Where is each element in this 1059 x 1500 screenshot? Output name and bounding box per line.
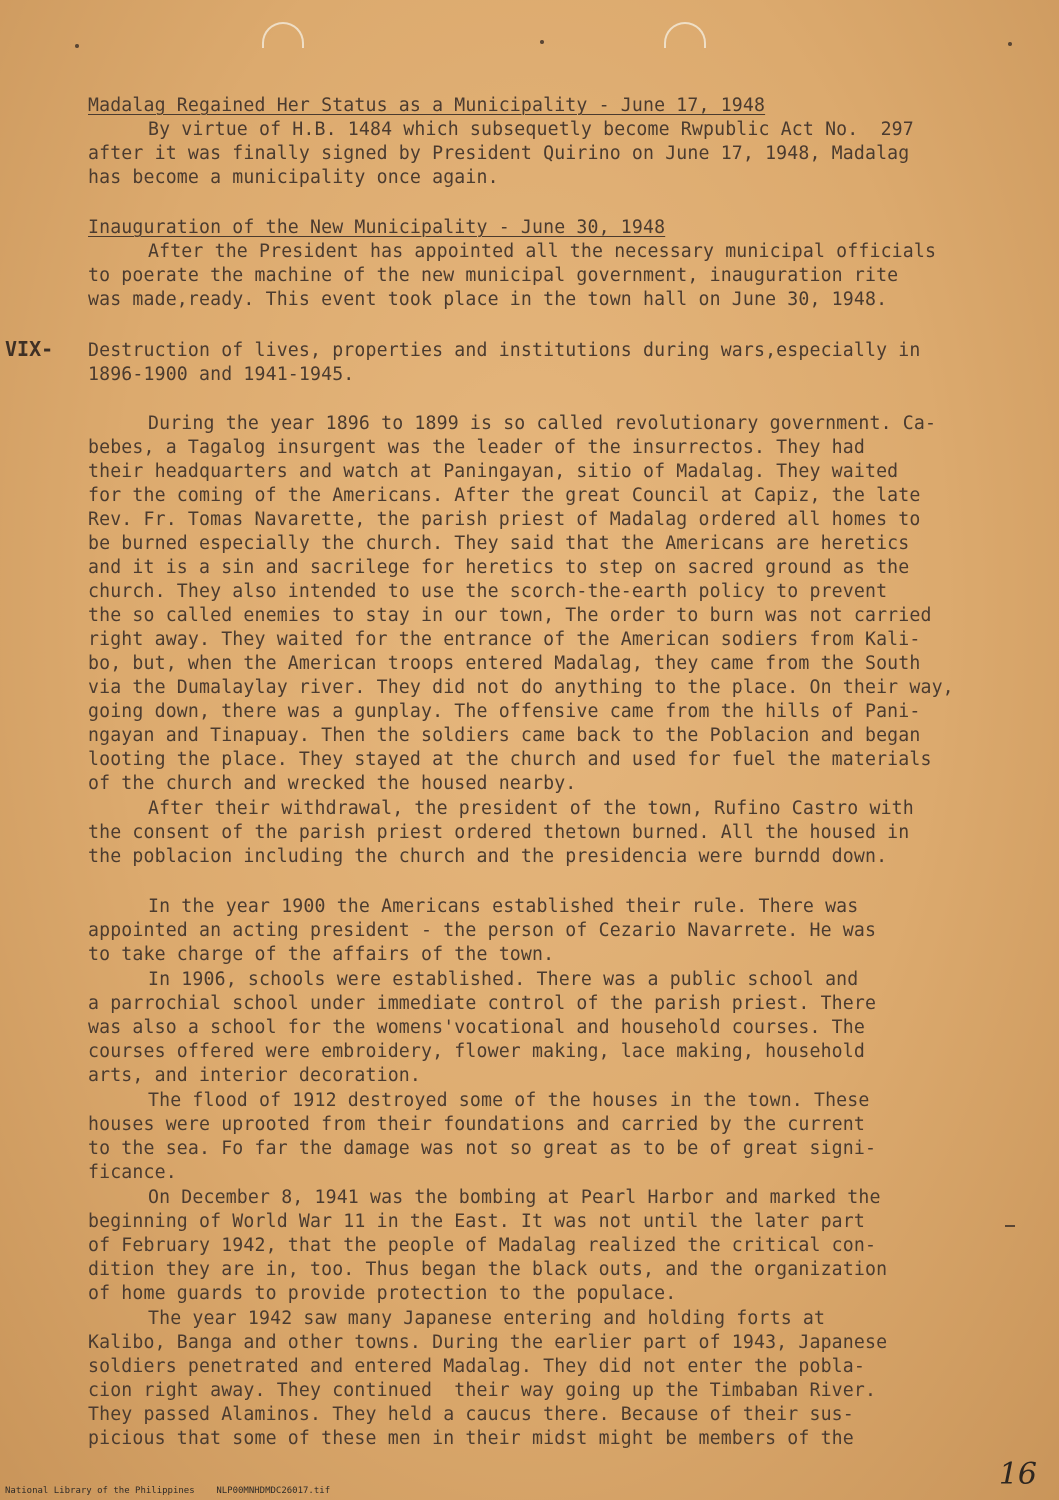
text-line: ngayan and Tinapuay. Then the soldiers came back to the Poblacion and began: [88, 725, 921, 746]
text-line: the consent of the parish priest ordered thetown burned. All the housed in: [88, 822, 910, 843]
speck: [75, 44, 79, 48]
text-line: Rev. Fr. Tomas Navarette, the parish priest of Madalag ordered all homes to: [88, 509, 921, 530]
text-line: going down, there was a gunplay. The offensive came from the hills of Pani-: [88, 701, 921, 722]
punch-hole-left: [262, 22, 304, 48]
text-line: be burned especially the church. They said that the Americans are heretics: [88, 533, 910, 554]
text-line: The flood of 1912 destroyed some of the houses in the town. These: [148, 1090, 870, 1111]
text-line: 1896-1900 and 1941-1945.: [88, 364, 355, 385]
text-line: After their withdrawal, the president of the town, Rufino Castro with: [148, 798, 914, 819]
text-line: They passed Alaminos. They held a caucus there. Because of their sus-: [88, 1404, 854, 1425]
text-line: In 1906, schools were established. There was a public school and: [148, 969, 859, 990]
text-line: to take charge of the affairs of the town.: [88, 944, 555, 965]
text-line: Kalibo, Banga and other towns. During the earlier part of 1943, Japanese: [88, 1332, 888, 1353]
text-line: After the President has appointed all the necessary municipal officials: [148, 241, 937, 262]
text-line: houses were uprooted from their foundations and carried by the current: [88, 1114, 865, 1135]
text-line: By virtue of H.B. 1484 which subsequetly become Rwpublic Act No. 297: [148, 119, 914, 140]
text-line: via the Dumalaylay river. They did not do anything to the place. On their way,: [88, 677, 954, 698]
text-line: has become a municipality once again.: [88, 167, 499, 188]
text-line: the so called enemies to stay in our town, The order to burn was not carried: [88, 605, 932, 626]
text-line: a parrochial school under immediate control of the parish priest. There: [88, 993, 877, 1014]
text-line: after it was finally signed by President Quirino on June 17, 1948, Madalag: [88, 143, 910, 164]
text-line: their headquarters and watch at Paningayan, sitio of Madalag. They waited: [88, 461, 899, 482]
speck: [1008, 42, 1012, 46]
text-line: The year 1942 saw many Japanese entering and holding forts at: [148, 1308, 826, 1329]
section-heading: Madalag Regained Her Status as a Municipality - June 17, 1948: [88, 95, 766, 116]
text-line: picious that some of these men in their midst might be members of the: [88, 1428, 854, 1449]
text-line: appointed an acting president - the person of Cezario Navarrete. He was: [88, 920, 877, 941]
text-line: courses offered were embroidery, flower making, lace making, household: [88, 1041, 865, 1062]
text-line: beginning of World War 11 in the East. It was not until the later part: [88, 1211, 865, 1232]
text-line: soldiers penetrated and entered Madalag. They did not enter the pobla-: [88, 1356, 865, 1377]
margin-dash: [1005, 1225, 1015, 1227]
text-line: to the sea. Fo far the damage was not so great as to be of great signi-: [88, 1138, 877, 1159]
speck: [540, 40, 544, 44]
text-line: church. They also intended to use the scorch-the-earth policy to prevent: [88, 581, 888, 602]
text-line: bebes, a Tagalog insurgent was the leader of the insurrectos. They had: [88, 437, 865, 458]
text-line: of February 1942, that the people of Madalag realized the critical con-: [88, 1235, 877, 1256]
punch-hole-right: [664, 22, 706, 48]
text-line: was made,ready. This event took place in the town hall on June 30, 1948.: [88, 289, 888, 310]
section-number: VIX-: [5, 337, 54, 361]
text-line: arts, and interior decoration.: [88, 1065, 421, 1086]
text-line: cion right away. They continued their way going up the Timbaban River.: [88, 1380, 877, 1401]
text-line: and it is a sin and sacrilege for heretics to step on sacred ground as the: [88, 557, 910, 578]
text-line: the poblacion including the church and the presidencia were burndd down.: [88, 846, 888, 867]
text-line: right away. They waited for the entrance of the American sodiers from Kali-: [88, 629, 921, 650]
text-line: to poerate the machine of the new municipal government, inauguration rite: [88, 265, 899, 286]
page-number: 16: [998, 1457, 1037, 1492]
text-line: for the coming of the Americans. After the great Council at Capiz, the late: [88, 485, 921, 506]
text-line: was also a school for the womens'vocational and household courses. The: [88, 1017, 865, 1038]
text-line: On December 8, 1941 was the bombing at Pearl Harbor and marked the: [148, 1187, 881, 1208]
text-line: of the church and wrecked the housed nearby.: [88, 773, 577, 794]
text-line: of home guards to provide protection to the populace.: [88, 1283, 677, 1304]
section-heading: Inauguration of the New Municipality - June 30, 1948: [88, 217, 666, 238]
text-line: dition they are in, too. Thus began the black outs, and the organization: [88, 1259, 888, 1280]
text-line: During the year 1896 to 1899 is so called revolutionary government. Ca-: [148, 413, 937, 434]
text-line: Destruction of lives, properties and institutions during wars,especially in: [88, 340, 921, 361]
text-line: bo, but, when the American troops entered Madalag, they came from the South: [88, 653, 921, 674]
text-line: looting the place. They stayed at the church and used for fuel the materials: [88, 749, 932, 770]
text-line: ficance.: [88, 1162, 177, 1183]
footer-credit: National Library of the Philippines NLP00MNHDMDC26017.tif: [5, 1486, 331, 1496]
text-line: In the year 1900 the Americans established their rule. There was: [148, 896, 859, 917]
